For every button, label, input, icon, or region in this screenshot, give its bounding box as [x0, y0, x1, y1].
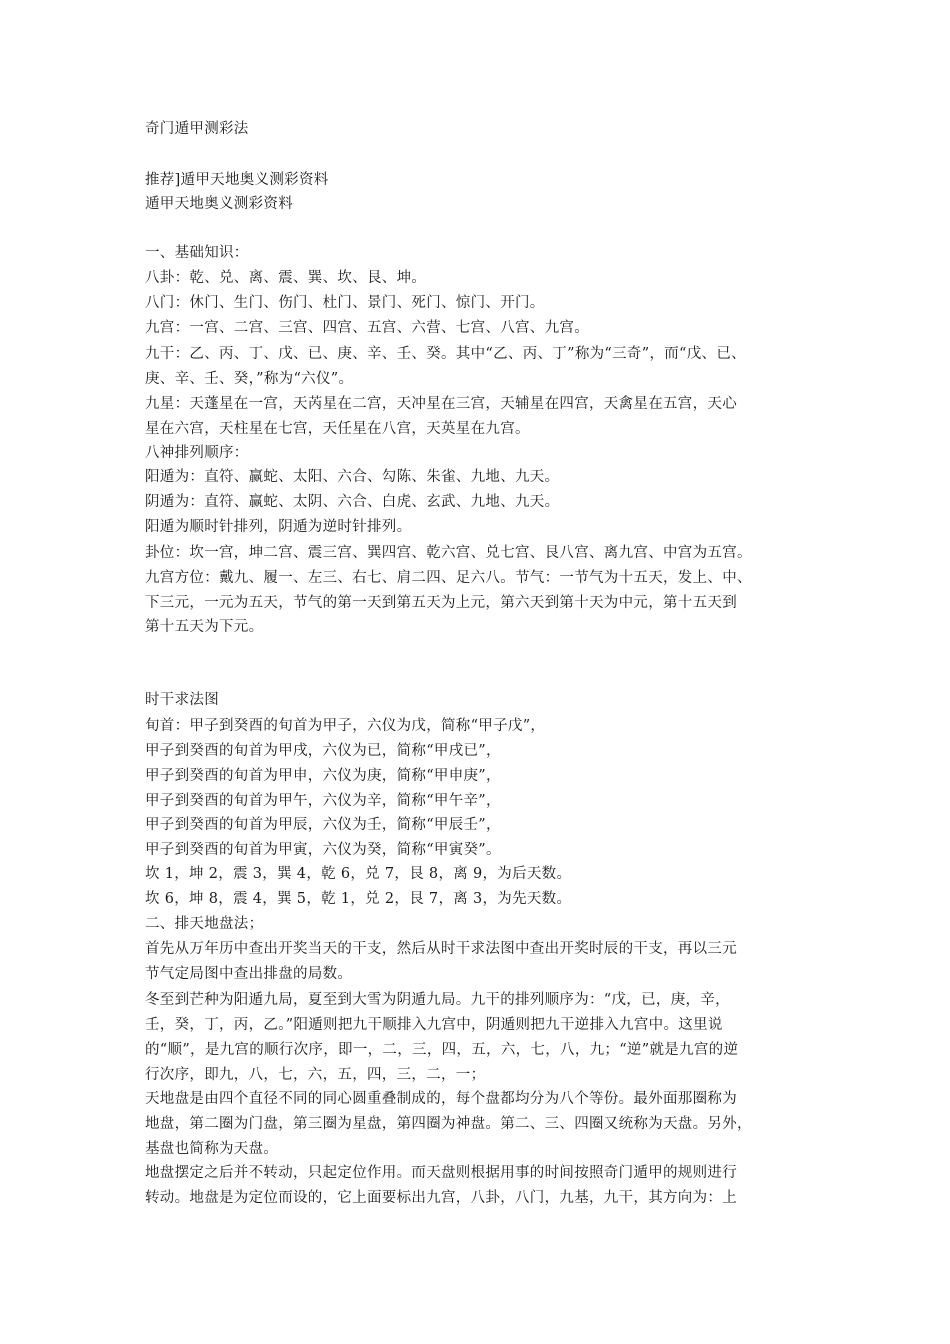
section1-line: 九宫方位：戴九、履一、左三、右七、肩二四、足六八。节气：一节气为十五天，发上、中、	[145, 570, 752, 586]
section2-line: 甲子到癸酉的旬首为甲戌，六仪为已，简称“甲戌已”，	[145, 743, 501, 759]
section1-line: 星在六宫，天柱星在七宫，天任星在八宫，天英星在九宫。	[145, 421, 530, 437]
section1-line: 九星：天蓬星在一宫，天芮星在二宫，天冲星在三宫，天辅星在四宫，天禽星在五宫，天心	[145, 396, 737, 412]
section2-line: 甲子到癸酉的旬首为甲辰，六仪为壬，简称“甲辰壬”，	[145, 817, 501, 833]
section1-line: 下三元，一元为五天，节气的第一天到第五天为上元，第六天到第十天为中元，第十五天到	[145, 595, 737, 611]
section2-line: 节气定局图中查出排盘的局数。	[145, 966, 353, 982]
section1-line: 阳遁为：直符、赢蛇、太阳、六合、勾陈、朱雀、九地、九天。	[145, 469, 560, 485]
header-line-1: 推荐]遁甲天地奥义测彩资料	[145, 172, 329, 188]
section2-line: 甲子到癸酉的旬首为甲午，六仪为辛，简称“甲午辛”，	[145, 793, 501, 809]
section2-line: 旬首：甲子到癸酉的旬首为甲子，六仪为戊，简称“甲子戊”，	[145, 718, 546, 734]
section2-heading: 时干求法图	[145, 692, 219, 708]
section2-line: 的“顺”，是九宫的顺行次序，即一，二，三，四，五，六，七，八，九；“逆”就是九宫的逆	[145, 1042, 739, 1058]
section1-line: 阳遁为顺时针排列，阴遁为逆时针排列。	[145, 519, 412, 535]
section1-line: 八神排列顺序：	[145, 445, 249, 461]
section2-line: 坎 6，坤 8，震 4，巽 5，乾 1，兑 2，艮 7，离 3，为先天数。	[145, 891, 572, 907]
section1-line: 八门：休门、生门、伤门、杜门、景门、死门、惊门、开门。	[145, 295, 545, 311]
section1-line: 庚、辛、壬、癸，”称为“六仪”。	[145, 371, 354, 387]
section2-line: 壬，癸，丁，丙，乙。”阳遁则把九干顺排入九宫中，阴遁则把九干逆排入九宫中。这里说	[145, 1017, 723, 1033]
section1-line: 卦位：坎一宫，坤二宫、震三宫、巽四宫、乾六宫、兑七宫、艮八宫、离九宫、中宫为五宫。	[145, 545, 752, 561]
section2-line: 首先从万年历中查出开奖当天的干支，然后从时干求法图中查出开奖时辰的干支，再以三元	[145, 941, 737, 957]
section2-line: 冬至到芒种为阳遁九局，夏至到大雪为阴遁九局。九干的排列顺序为：“戊，已，庚，辛，	[145, 992, 730, 1008]
header-line-2: 遁甲天地奥义测彩资料	[145, 196, 293, 212]
section2-line: 行次序，即九，八，七，六，五，四，三，二，一；	[145, 1067, 486, 1083]
section1-heading: 一、基础知识：	[145, 245, 249, 261]
section1-line: 八卦：乾、兑、离、震、巽、坎、艮、坤。	[145, 270, 427, 286]
section1-line: 九宫：一宫、二宫、三宫、四宫、五宫、六营、七宫、八宫、九宫。	[145, 320, 589, 336]
section1-line: 九干：乙、丙、丁、戊、已、庚、辛、壬、癸。其中“乙、丙、丁”称为“三奇”，而“戊、已、	[145, 346, 746, 362]
section2-line: 甲子到癸酉的旬首为甲寅，六仪为癸，简称“甲寅癸”。	[145, 842, 501, 858]
section2-line: 甲子到癸酉的旬首为甲申，六仪为庚，简称“甲申庚”，	[145, 768, 501, 784]
section2-line: 地盘摆定之后并不转动，只起定位作用。而天盘则根据用事的时间按照奇门遁甲的规则进行	[145, 1165, 737, 1181]
section2-line: 天地盘是由四个直径不同的同心圆重叠制成的，每个盘都均分为八个等份。最外面那圈称为	[145, 1091, 737, 1107]
section2-line: 地盘，第二圈为门盘，第三圈为星盘，第四圈为神盘。第二、三、四圈又统称为天盘。另外，	[145, 1116, 752, 1132]
section1-line: 阴遁为：直符、赢蛇、太阴、六合、白虎、玄武、九地、九天。	[145, 494, 560, 510]
section2-line: 转动。地盘是为定位而设的，它上面要标出九宫，八卦，八门，九基，九干，其方向为：上	[145, 1190, 737, 1206]
section1-line: 第十五天为下元。	[145, 619, 264, 635]
section2-line: 基盘也简称为天盘。	[145, 1141, 279, 1157]
section2-line: 坎 1，坤 2，震 3，巽 4，乾 6，兑 7，艮 8，离 9，为后天数。	[145, 866, 572, 882]
section2-subheading: 二、排天地盘法；	[145, 916, 264, 932]
document-title: 奇门遁甲测彩法	[145, 121, 249, 137]
